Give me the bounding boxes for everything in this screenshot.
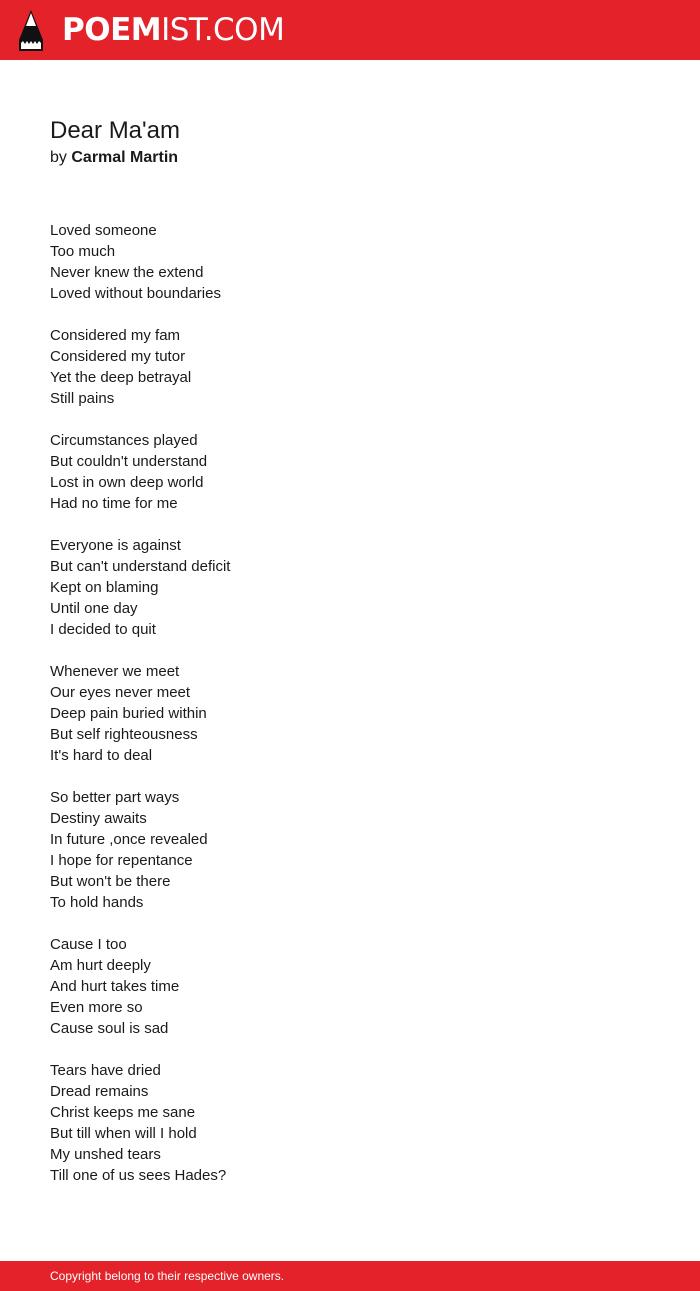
poem-line: I hope for repentance	[50, 852, 193, 869]
poem-line: Considered my fam	[50, 327, 181, 344]
poem-line: Considered my tutor	[50, 348, 186, 365]
poem-line: I decided to quit	[50, 621, 156, 638]
stanza	[50, 430, 650, 514]
site-logo[interactable]	[62, 12, 284, 48]
poem-line: Never knew the extend	[50, 264, 204, 281]
poem-line: But couldn't understand	[50, 453, 208, 470]
poem-line: And hurt takes time	[50, 978, 180, 995]
poem-body	[50, 220, 650, 1186]
poem-line: Still pains	[50, 390, 115, 407]
stanza	[50, 220, 650, 304]
poem-title: Dear Ma'am	[50, 117, 180, 144]
poem-line: Am hurt deeply	[50, 957, 151, 974]
poem-line: So better part ways	[50, 789, 180, 806]
poem-line: Christ keeps me sane	[50, 1104, 196, 1121]
poem-line: Dread remains	[50, 1083, 149, 1100]
poem-content	[50, 116, 650, 1207]
poem-line: Everyone is against	[50, 537, 181, 554]
poem-line: Lost in own deep world	[50, 474, 204, 491]
poem-line: Tears have dried	[50, 1062, 161, 1079]
author-name: Carmal Martin	[71, 149, 179, 166]
copyright-text: Copyright belong to their respective owners.	[50, 1269, 285, 1283]
poem-line: To hold hands	[50, 894, 144, 911]
poem-line: Destiny awaits	[50, 810, 147, 827]
stanza	[50, 535, 650, 640]
poem-line: In future ,once revealed	[50, 831, 208, 848]
poem-line: Till one of us sees Hades?	[50, 1167, 227, 1184]
poem-line: Even more so	[50, 999, 143, 1016]
pen-nib-logo-icon[interactable]	[18, 10, 44, 51]
poem-line: Kept on blaming	[50, 579, 159, 596]
by-label: by	[50, 149, 67, 166]
stanza	[50, 787, 650, 913]
poem-line: But till when will I hold	[50, 1125, 197, 1142]
poem-line: Loved someone	[50, 222, 157, 239]
poem-line: Yet the deep betrayal	[50, 369, 192, 386]
poem-line: But self righteousness	[50, 726, 198, 743]
stanza	[50, 661, 650, 766]
poem-line: But won't be there	[50, 873, 171, 890]
poem-line: It's hard to deal	[50, 747, 153, 764]
poem-line: My unshed tears	[50, 1146, 161, 1163]
poem-line: Cause I too	[50, 936, 127, 953]
poem-line: Too much	[50, 243, 116, 260]
stanza	[50, 1060, 650, 1186]
poem-line: Deep pain buried within	[50, 705, 207, 722]
stanza	[50, 325, 650, 409]
poem-line: But can't understand deficit	[50, 558, 231, 575]
site-footer	[0, 1261, 700, 1291]
logo-bold-text: POEM	[62, 12, 162, 48]
poem-line: Circumstances played	[50, 432, 198, 449]
poem-line: Whenever we meet	[50, 663, 180, 680]
poem-line: Until one day	[50, 600, 138, 617]
logo-light-text: IST.COM	[161, 12, 285, 48]
stanza	[50, 934, 650, 1039]
poem-line: Loved without boundaries	[50, 285, 221, 302]
byline	[50, 147, 650, 169]
poem-line: Cause soul is sad	[50, 1020, 169, 1037]
site-header	[0, 0, 700, 60]
poem-line: Had no time for me	[50, 495, 178, 512]
poem-line: Our eyes never meet	[50, 684, 191, 701]
